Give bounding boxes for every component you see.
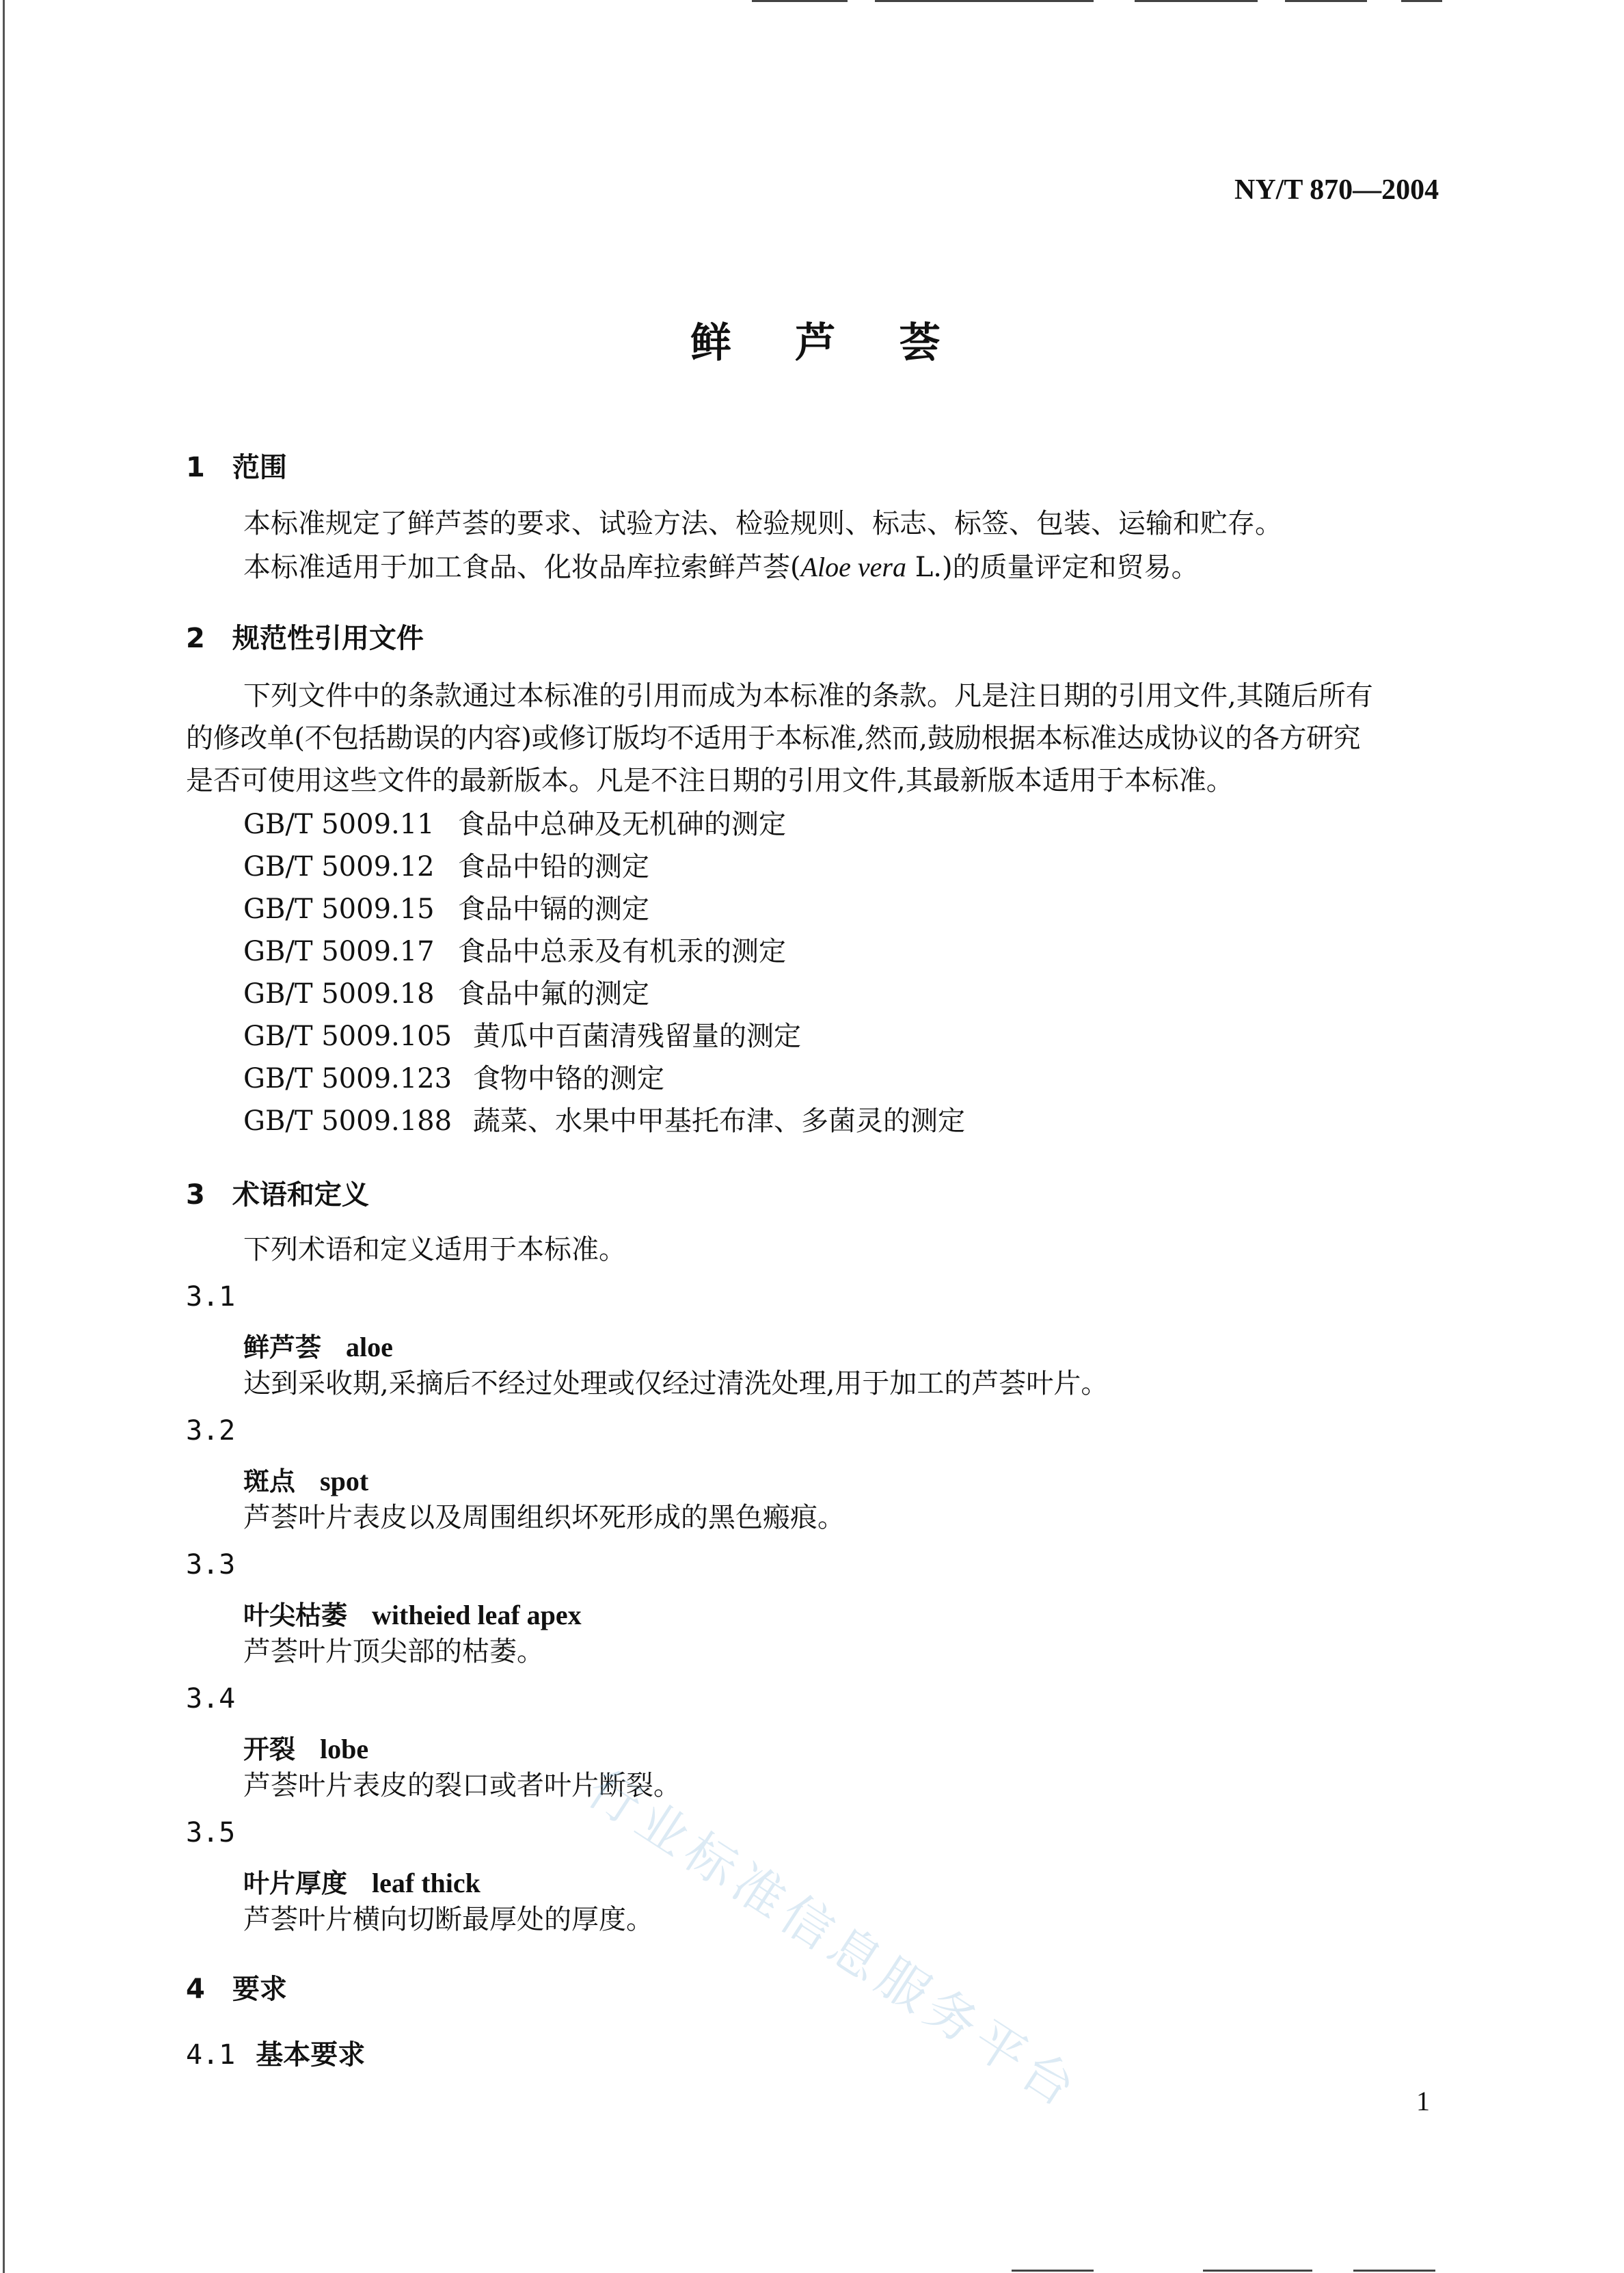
reference-item: [243, 938, 786, 965]
term-en: aloe: [346, 1332, 393, 1362]
term-en: leaf thick: [372, 1868, 481, 1898]
section-title: 范围: [232, 452, 287, 483]
section-2-intro-line-1: 下列文件中的条款通过本标准的引用而成为本标准的条款。凡是注日期的引用文件,其随后所有: [243, 680, 1373, 712]
reference-item: [243, 1107, 965, 1135]
subsection-number: 4.1: [186, 2039, 236, 2071]
section-4-heading: [186, 1967, 287, 2006]
scan-dash-top: [1135, 0, 1258, 2]
reference-title: 食物中铬的测定: [473, 1063, 664, 1094]
reference-title: 食品中总砷及无机砷的测定: [458, 809, 786, 840]
reference-title: 蔬菜、水果中甲基托布津、多菌灵的测定: [473, 1105, 965, 1137]
term-definition: 芦荟叶片横向切断最厚处的厚度。: [243, 1904, 653, 1935]
section-1-heading: [186, 446, 287, 485]
term-definition: 芦荟叶片表皮的裂口或者叶片断裂。: [243, 1770, 681, 1801]
para-text: L.)的质量评定和贸易。: [906, 552, 1199, 583]
term-zh: 鲜芦荟: [243, 1332, 322, 1362]
scan-dash-top: [752, 0, 848, 2]
term-en: lobe: [320, 1734, 369, 1764]
term-heading: [243, 1326, 393, 1364]
term-number: 3.2: [186, 1415, 236, 1447]
section-number: 1: [186, 452, 205, 483]
term-heading: [243, 1862, 481, 1900]
reference-code: GB/T 5009.12: [243, 851, 435, 883]
term-heading: [243, 1460, 368, 1498]
term-zh: 开裂: [243, 1734, 296, 1764]
term-definition: 达到采收期,采摘后不经过处理或仅经过清洗处理,用于加工的芦荟叶片。: [243, 1368, 1109, 1399]
term-en: witheied leaf apex: [372, 1600, 582, 1630]
reference-title: 黄瓜中百菌清残留量的测定: [473, 1021, 801, 1052]
section-title: 规范性引用文件: [232, 623, 424, 654]
reference-item: [243, 893, 649, 925]
reference-item: [243, 1065, 664, 1092]
term-definition: 芦荟叶片表皮以及周围组织坏死形成的黑色瘢痕。: [243, 1502, 845, 1533]
reference-code: GB/T 5009.123: [243, 1063, 452, 1094]
term-en: spot: [320, 1466, 369, 1496]
section-2-intro-line-2: 的修改单(不包括勘误的内容)或修订版均不适用于本标准,然而,鼓励根据本标准达成协议的各方研究: [186, 723, 1361, 754]
section-title: 要求: [232, 1974, 287, 2005]
scan-dash-bottom: [1012, 2270, 1094, 2272]
section-2-heading: [186, 617, 424, 656]
scan-dash-top: [1285, 0, 1367, 2]
reference-code: GB/T 5009.188: [243, 1105, 452, 1137]
section-number: 4: [186, 1974, 205, 2005]
term-zh: 叶尖枯萎: [243, 1600, 348, 1630]
reference-code: GB/T 5009.11: [243, 809, 435, 840]
reference-title: 食品中铅的测定: [458, 851, 649, 883]
reference-code: GB/T 5009.15: [243, 893, 435, 925]
section-number: 2: [186, 623, 205, 654]
latin-name: Aloe vera: [800, 552, 906, 582]
scan-dash-bottom: [1353, 2270, 1435, 2272]
reference-title: 食品中氟的测定: [458, 978, 649, 1010]
section-2-intro-line-3: 是否可使用这些文件的最新版本。凡是不注日期的引用文件,其最新版本适用于本标准。: [186, 765, 1234, 796]
term-heading: [243, 1594, 582, 1632]
section-3-intro: 下列术语和定义适用于本标准。: [243, 1234, 626, 1265]
watermark: 行业标准信息服务平台: [577, 1759, 1091, 2122]
page-number: 1: [1416, 2086, 1430, 2116]
term-number: 3.5: [186, 1817, 236, 1848]
reference-code: GB/T 5009.18: [243, 978, 435, 1010]
section-1-para-2: [243, 554, 1199, 581]
subsection-title: 基本要求: [256, 2039, 366, 2071]
term-heading: [243, 1728, 368, 1766]
scan-dash-top: [1401, 0, 1442, 2]
term-number: 3.1: [186, 1281, 236, 1313]
section-title: 术语和定义: [232, 1179, 369, 1211]
reference-item: [243, 811, 786, 838]
reference-item: [243, 1023, 801, 1050]
term-zh: 斑点: [243, 1466, 296, 1496]
reference-code: GB/T 5009.17: [243, 936, 435, 967]
standard-number: NY/T 870—2004: [1234, 174, 1439, 206]
section-number: 3: [186, 1179, 205, 1211]
scan-dash-bottom: [1203, 2270, 1312, 2272]
reference-title: 食品中总汞及有机汞的测定: [458, 936, 786, 967]
section-3-heading: [186, 1173, 369, 1212]
scan-edge-left: [3, 0, 5, 2273]
section-1-para-1: 本标准规定了鲜芦荟的要求、试验方法、检验规则、标志、标签、包装、运输和贮存。: [243, 508, 1282, 539]
document-title: 鲜 芦 荟: [690, 319, 940, 367]
subsection-4-1-heading: [186, 2033, 365, 2072]
term-definition: 芦荟叶片顶尖部的枯萎。: [243, 1636, 544, 1667]
term-number: 3.4: [186, 1683, 236, 1714]
reference-title: 食品中镉的测定: [458, 893, 649, 925]
reference-code: GB/T 5009.105: [243, 1021, 452, 1052]
term-number: 3.3: [186, 1549, 236, 1581]
para-text: 本标准适用于加工食品、化妆品库拉索鲜芦荟(: [243, 552, 801, 583]
term-zh: 叶片厚度: [243, 1868, 348, 1898]
scan-dash-top: [875, 0, 1094, 2]
reference-item: [243, 851, 649, 883]
reference-item: [243, 980, 649, 1008]
